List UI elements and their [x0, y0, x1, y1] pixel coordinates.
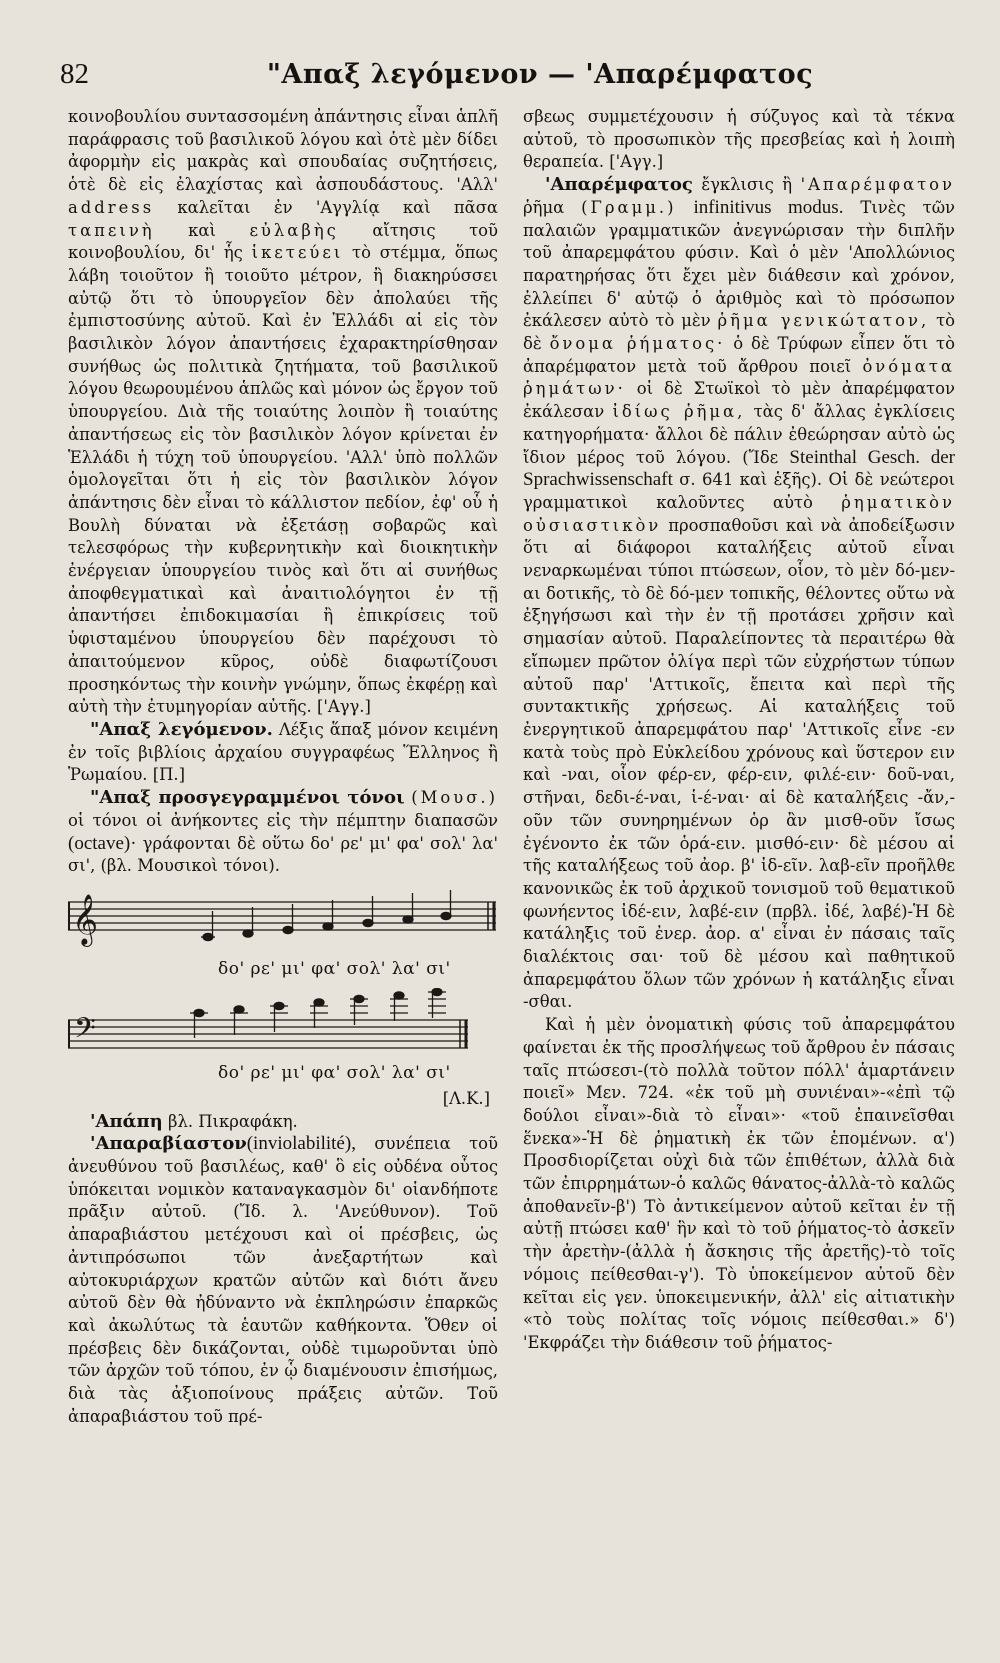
latin-term: (octave)· — [68, 832, 137, 854]
text-run: 'Αλλ' — [456, 175, 498, 195]
page-number: 82 — [60, 57, 89, 90]
bass-staff-svg — [68, 988, 498, 1058]
entry-address-text — [68, 106, 498, 719]
text-run: τὸ στέμμα, ὅπως λάβη τοιοῦτον ἢ τοιοῦτο μέτρον, ἢ διακηρύσσει αὐτῷ ὅτι τὸ ὑπουργεῖον δὲν ἀπολαύει τῆς ἐμπιστοσύνης αὐτοῦ. Καὶ ἐν Ἑλλάδι αἱ εἰς τὸν βασιλικὸν λόγον ἀπαντήσεις ἐχαρακτηρίσθησαν συνήθως ὡς πολιτικὰ ζητήματα, τοῦ βασιλικοῦ λόγου θεωρουμένου ἁπλῶς καὶ μόνον ὡς ἔργον τοῦ ὑπουργείου. Διὰ τῆς τοιαύτης λοιπὸν ἢ τοιαύτης ἀπαντήσεως εἰς τὸν βασιλικὸν λόγον κρίνεται ἐν Ἑλλάδι ἡ τύχη τοῦ ὑπουργείου. 'Αλλ' ὑπὸ πολλῶν ὁμολογεῖται ὅτι ἡ εἰς τὸν βασιλικὸν λόγον ἀπάντησις δὲν εἶναι τὸ κάλλιστον πεδίον, ἐφ' οὗ ἡ Βουλὴ δύναται νὰ ἐξετάσῃ σοβαρῶς καὶ τελεσφόρως τὴν κυβερνητικὴν καὶ διοικητικὴν ἐνέργειαν ὑπουργείου τινὸς καὶ ὅτι αἱ συνήθως ἀποφθεγματικαὶ καὶ ἀναιτιολόγητοι ἐν τῇ ἀπαντήσει ἐπιδοκιμασίαι ἢ ἐπικρίσεις τοῦ ὑφισταμένου ὑπουργείου δὲν παρέχουσι τὸ ἀπαιτούμενον κῦρος, οὐδὲ διαφωτίζουσι προσηκόντως τὴν κοινὴν γνώμην, ὅπως ἐκφέρῃ καὶ αὐτὴ τὴν ἐτυμηγορίαν αὐτῆς. ['Αγγ.] — [68, 243, 498, 717]
entry-apape — [68, 1111, 498, 1134]
text-run: αἴτησις τοῦ κοινοβουλίου, δι' ἧς — [68, 220, 498, 263]
entry-body: οἱ τόνοι οἱ ἀνήκοντες εἰς τὴν πέμπτην διαπασῶν — [68, 810, 498, 830]
headword: 'Απαραβίαστον — [90, 1133, 247, 1155]
entry-apax-prosgegrammenoi — [68, 787, 498, 878]
spaced-term: ῥηματικὸν οὐσιαστικὸν — [523, 492, 956, 535]
text-run: σ. 641 καὶ ἑξῆς). Οἱ δὲ νεώτεροι γραμματικοὶ καλοῦντες αὐτὸ — [523, 470, 955, 512]
entry-body: Λέξις ἅπαξ μόνον κειμένη ἐν τοῖς βιβλίοις ἀρχαίου συγγραφέως Ἕλληνος ἢ Ῥωμαίου. [Π.] — [68, 719, 499, 785]
solfege-treble: δο' ρε' μι' φα' σολ' λα' σι' — [218, 958, 451, 979]
right-column — [523, 106, 955, 1355]
entry-body: γράφονται δὲ οὕτω δο' ρε' μι' φα' σολ' λα' σι', (βλ. Μουσικοὶ τόνοι). — [68, 833, 499, 876]
text-run: προσπαθοῦσι καὶ νὰ ἀποδείξωσιν ὅτι αἱ διάφοροι καταλήξεις αὐτοῦ εἶναι νεναρκωμέναι τύποι πτώσεων, οἷον, τὸ μὲν δό-μεν-αι δοτικῆς, τὸ δὲ δό-μεν τοπικῆς, θέλοντες οὕτω νὰ ἐξηγήσωσι καὶ τὴν ἐν τῇ προτάσει χρῆσιν καὶ σημασίαν αὐτοῦ. Παραλείποντες τὰ περαιτέρω θὰ εἴπωμεν πρῶτον ὀλίγα περὶ τῶν εὐχρήστων τύπων αὐτοῦ παρ' 'Αττικοῖς, ἔπειτα καὶ περὶ τῆς συντακτικῆς χρήσεως. Αἱ καταλήξεις τοῦ ἐνεργητικοῦ ἀπαρεμφάτου παρ' 'Αττικοῖς εἶνε -εν κατὰ τοὺς πρὸ Εὐκλείδου χρόνους καὶ ὕστερον ειν καὶ -ναι, οἷον φέρ-εν, φέρ-ειν, φιλέ-ειν· δοῦ-ναι, στῆναι, δεδι-έ-ναι, ἱ-έ-ναι· αἱ δὲ καταλήξεις -ἄν,-οῦν τῶν συνηρημένων ὁρ ἂν μισθ-οῦν ἴσως ἐγένοντο ἐκ τῶν ὁρά-ειν. μισθό-ειν· δὲ μέσου αἱ τῆς καταλήξεως τοῦ ἀορ. β' ἰδ-εῖν. λαβ-εῖν προῆλθε κανονικῶς ἐκ τοῦ ἀρχικοῦ τονισμοῦ τοῦ θεματικοῦ φωνήεντος ἰδέ-ειν, λαβέ-ειν (πρβλ. ἰδέ, λαβέ)-Ἡ δὲ κατάληξις τοῦ ἐνερ. ἀορ. α' εἶναι ἐν πάσαις ταῖς διαλέκτοις σαι· τοῦ δὲ μέσου καὶ παθητικοῦ ἀπαρεμφάτου ὅλων τῶν χρόνων ἡ κατάληξις εἶναι -σθαι. — [523, 515, 955, 1012]
solfege-bass: δο' ρε' μι' φα' σολ' λα' σι' — [218, 1062, 451, 1083]
headword: 'Απαρέμφατος — [545, 174, 693, 196]
spaced-term: ἰδίως ῥῆμα, — [612, 402, 746, 422]
paragraph-text: σβεως συμμετέχουσιν ἡ σύζυγος καὶ τὰ τέκνα αὐτοῦ, τὸ προσωπικὸν τῆς πρεσβείας καὶ ἡ λοιπὴ θεραπεία. ['Αγγ.] — [523, 107, 955, 172]
entry-aparabiaston — [68, 1133, 498, 1428]
headword: "Απαξ λεγόμενον. — [90, 718, 273, 740]
field-abbrev: (Μουσ.) — [411, 788, 498, 808]
running-head: "Απαξ λεγόμενον — 'Απαρέμφατος — [266, 58, 814, 90]
field-abbrev: (Γραμμ.) — [581, 197, 677, 217]
latin-term: infinitivus modus. — [693, 196, 844, 218]
treble-staff-svg — [68, 884, 498, 954]
paragraph-nominal-nature — [523, 1014, 955, 1355]
entry-body: βλ. Πικραφάκη. — [167, 1111, 298, 1131]
left-column — [68, 106, 498, 1428]
text-run: Τινὲς τῶν παλαιῶν γραμματικῶν ἀνεγνώρισαν τὴν διπλῆν τοῦ ἀπαρεμφάτου φύσιν. Καὶ ὁ μὲν 'Απολλώνιος παρατηρήσας ὅτι ἔχει μὲν διάθεσιν καὶ χρόνον, ἐλλείπει δ' αὐτῷ ὁ ἀριθμὸς καὶ τὸ πρόσωπον ἐκάλεσεν αὐτὸ τὸ μὲν — [523, 197, 956, 331]
author-signature: [Λ.Κ.] — [442, 1088, 490, 1108]
text-run: οἱ δὲ Στωϊκοὶ τὸ μὲν ἀπαρέμφατον ἐκάλεσαν — [523, 379, 955, 422]
paragraph-text: κοινοβουλίου συντασσομένη ἀπάντησις εἶναι ἁπλῆ παράφρασις τοῦ βασιλικοῦ λόγου καὶ ὁτὲ μὲν δίδει ἀφορμὴν εἰς μακρὰς καὶ σπουδαίας συζητήσεις, ὁτὲ δὲ εἰς ἐλαχίστας καὶ ἀσπουδάστους. — [68, 107, 498, 195]
entry-body: συνέπεια τοῦ ἀνευθύνου τοῦ βασιλέως, καθ' ὃ εἰς οὐδένα οὗτος ὑπόκειται νομικὸν καταναγκασμὸν δι' οἱανδήποτε πρᾶξιν αὐτοῦ. (Ἴδ. λ. 'Ανεύθυνον). Τοῦ ἀπαραβιάστου μετέχουσι καὶ οἱ πρέσβεις, ὡς ἀντιπρόσωποι τῶν ἀνεξαρτήτων καὶ αὐτοκυριάρχων κρατῶν αὐτῶν καὶ διότι ἄνευ αὐτοῦ δὲν θὰ ἠδύναντο νὰ ἐκπληρώσιν ἐπαρκῶς καὶ ἀκωλύτως τὰ ἑαυτῶν καθήκοντα. Ὅθεν οἱ πρέσβεις δὲν δικάζονται, οὐδὲ τιμωροῦνται ὑπὸ τῶν ἀρχῶν τοῦ τόπου, ἐν ᾧ διαμένουσιν ἐπισήμως, διὰ τὰς ἀξιοποίνους πράξεις αὐτῶν. Τοῦ ἀπαραβιάστου τοῦ πρέ- — [68, 1134, 498, 1426]
text-run: ἔγκλισις ἢ — [701, 175, 793, 195]
text-run: ῥῆμα — [523, 197, 565, 217]
headword: 'Απάπη — [90, 1110, 163, 1132]
text-run: καὶ — [188, 220, 216, 240]
spaced-term: εὐλαβὴς — [249, 220, 339, 240]
treble-staff — [68, 884, 498, 954]
text-run: τὰς δ' ἄλλας ἐγκλίσεις κατηγορήματα· ἄλλοι δὲ πάλιν ἐθεώρησαν αὐτὸ ὡς ἴδιον μέρος τοῦ λόγου. (Ἴδε — [523, 402, 955, 467]
spaced-term: 'Απαρέμφατον — [800, 175, 955, 195]
term-address: address — [68, 197, 155, 217]
latin-citation: Steinthal Gesch. der Sprachwissenschaft — [523, 446, 955, 491]
svg-text:𝄞: 𝄞 — [72, 893, 99, 945]
spaced-term: ταπεινὴ — [68, 220, 155, 240]
spaced-term: ὄνομα ῥήματος· — [549, 334, 726, 354]
page-header — [60, 50, 950, 98]
spaced-term: ῥῆμα γενικώτατον, — [717, 311, 930, 331]
bass-staff — [68, 988, 498, 1058]
text-run: καλεῖται ἐν 'Αγγλίᾳ καὶ πᾶσα — [177, 197, 499, 217]
text-run: ὁ δὲ Τρύφων εἶπεν ὅτι τὸ ἀπαρέμφατον μετὰ τοῦ ἄρθρου ποιεῖ — [523, 334, 955, 376]
spaced-term: ἱκετεύει — [251, 243, 344, 263]
paragraph-text: Καὶ ἡ μὲν ὀνοματικὴ φύσις τοῦ ἀπαρεμφάτου φαίνεται ἐκ τῆς προσλήψεως τοῦ ἄρθρου ἐν πάσαις ταῖς πτώσεσι-(τὸ πολλὰ τοῦτον πόλλ' ἁμαρτάνειν ποιεῖ» Μεν. 724. «ἐκ τοῦ μὴ συνιέναι»-«ἐπὶ τῷ δούλοι εἶναι»-διὰ τὸ εἶναι»· «τοῦ ἐπαινεῖσθαι ἕνεκα»-Ἡ δὲ ῥηματικὴ ἐκ τῶν ἑπομένων. α') Προσδιορίζεται οὐχὶ διὰ τῶν ἐπιθέτων, ἀλλὰ διὰ τῶν ἐπιρρημάτων-ὁ καλῶς θάνατος-ἀλλὰ-τὸ καλῶς ἀποθανεῖν-β') Τὸ ἀντικείμενον αὐτοῦ κεῖται ἐν τῇ αὐτῇ πτώσει καθ' ἣν καὶ τὸ τοῦ ῥήματος-τὸ ἀσκεῖν τὴν ἀρετὴν-(ἀλλὰ ἡ ἄσκησις τῆς ἀρετῆς)-τὸ τοῖς νόμοις πείθεσθαι-γ'). Τὸ ὑποκείμενον αὐτοῦ δὲν κεῖται εἰς γεν. ὑποκειμενικήν, ἀλλ' εἰς αἰτιατικὴν «τὸ τοὺς πολίτας τοῖς νόμοις πείθεσθαι.» δ') 'Εκφράζει τὴν διάθεσιν τοῦ ῥήματος- — [523, 1015, 955, 1352]
latin-term: (inviolabilité), — [246, 1133, 356, 1155]
headword: "Απαξ προσγεγραμμένοι τόνοι — [90, 787, 405, 809]
entry-aparemfatos — [523, 174, 955, 1014]
entry-apax-legomenon — [68, 719, 498, 787]
svg-text:𝄢: 𝄢 — [74, 1011, 96, 1052]
spaced-term: ὀνόματα ῥημάτων· — [523, 356, 955, 399]
entry-continuation — [523, 106, 955, 174]
text-run: τὸ δὲ — [523, 311, 955, 354]
